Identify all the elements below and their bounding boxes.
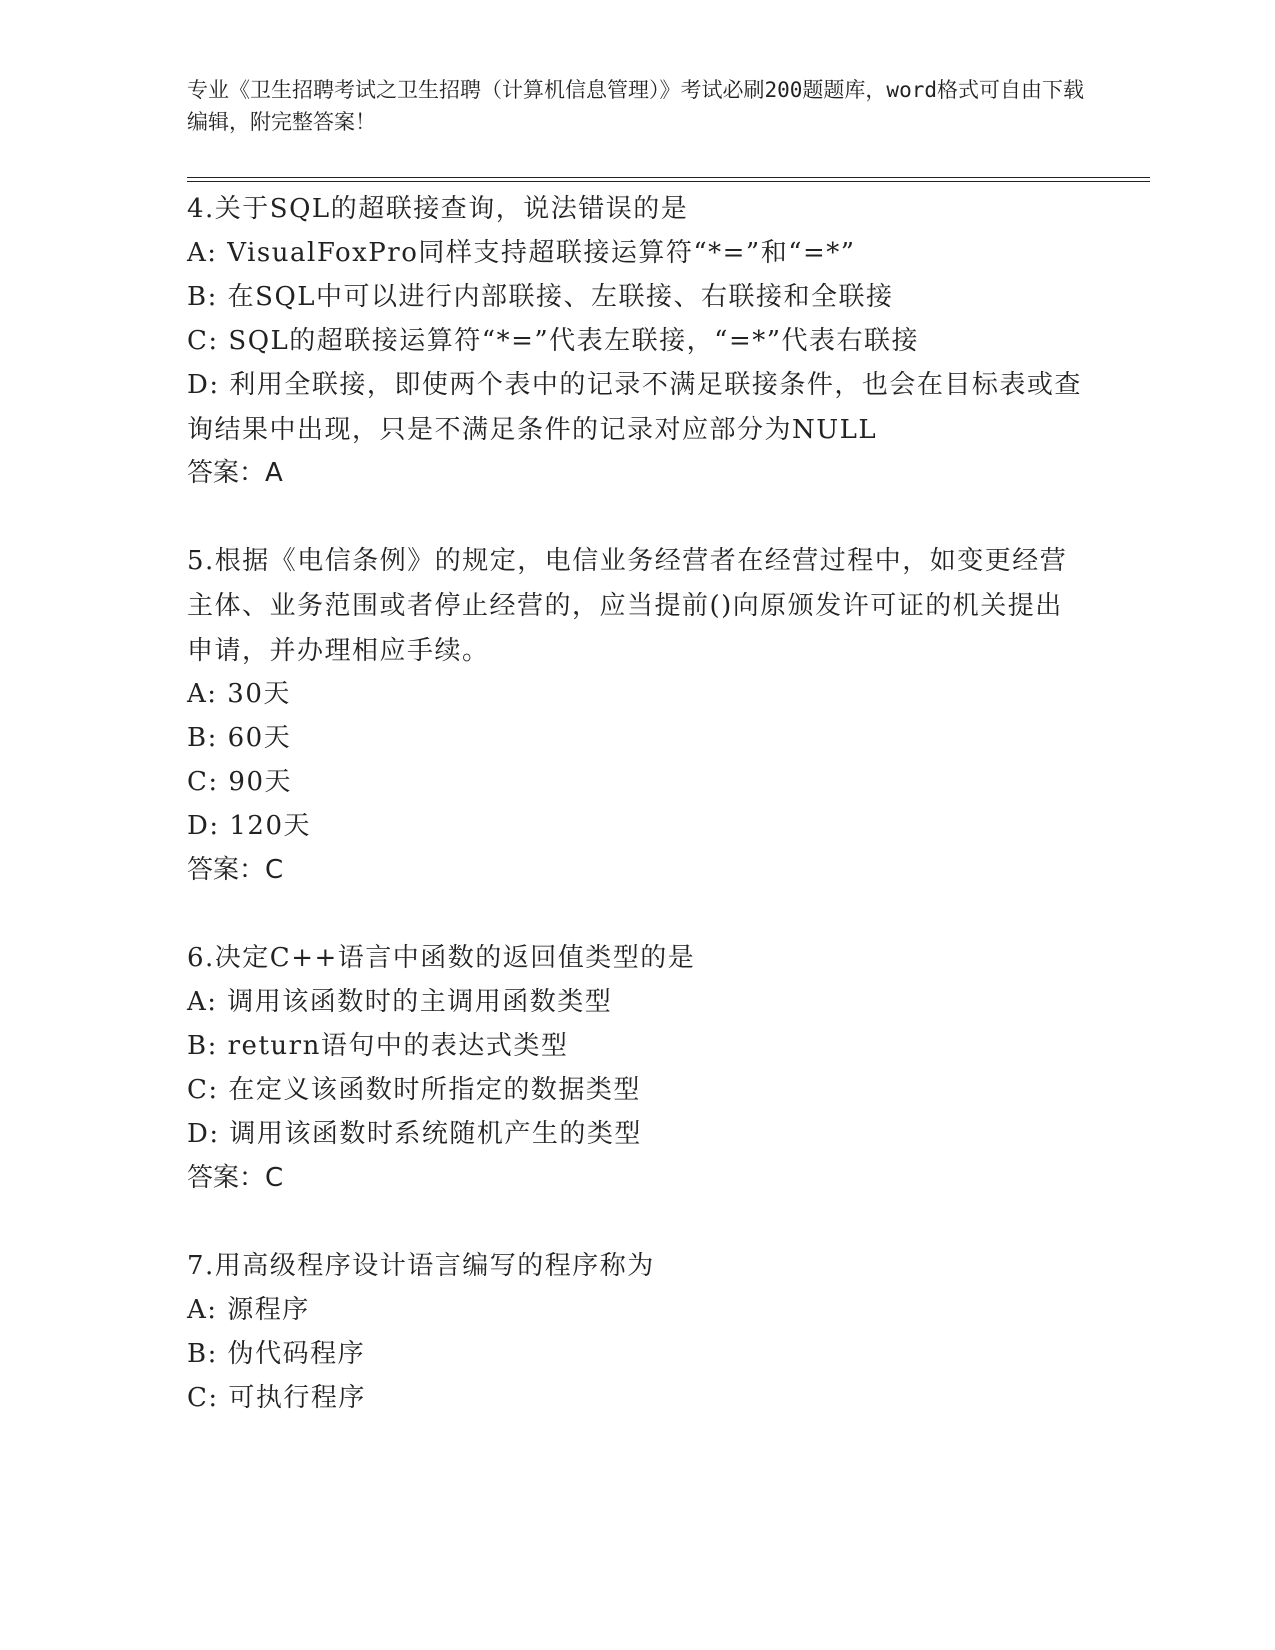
question-option: A: 30天 (187, 679, 291, 709)
question-option: C: 在定义该函数时所指定的数据类型 (187, 1075, 641, 1105)
answer-line: 答案：C (187, 1163, 284, 1193)
question-option: D: 120天 (187, 811, 311, 841)
question-option: A: 调用该函数时的主调用函数类型 (187, 987, 613, 1017)
question-option: A: 源程序 (187, 1295, 310, 1325)
question-option: D: 利用全联接，即使两个表中的记录不满足联接条件，也会在目标表或查询结果中出现，只是不满足条件的记录对应部分为NULL (187, 370, 1082, 445)
question-option: B: 伪代码程序 (187, 1339, 366, 1369)
question-stem: 5.根据《电信条例》的规定，电信业务经营者在经营过程中，如变更经营主体、业务范围或者停止经营的，应当提前()向原颁发许可证的机关提出申请，并办理相应手续。 (187, 546, 1068, 666)
question-stem: 6.决定C++语言中函数的返回值类型的是 (187, 943, 696, 973)
question-option: D: 调用该函数时系统随机产生的类型 (187, 1119, 642, 1149)
question-option: A: VisualFoxPro同样支持超联接运算符“*=”和“=*” (187, 238, 856, 268)
question-option: C: 90天 (187, 767, 293, 797)
question-stem: 4.关于SQL的超联接查询，说法错误的是 (187, 194, 689, 224)
question-option: B: return语句中的表达式类型 (187, 1031, 569, 1061)
page-header: 专业《卫生招聘考试之卫生招聘（计算机信息管理）》考试必刷200题题库，word格式可自由下载编辑，附完整答案！ (187, 78, 1084, 134)
question-option: B: 60天 (187, 723, 292, 753)
question-option: C: 可执行程序 (187, 1383, 366, 1413)
question-option: B: 在SQL中可以进行内部联接、左联接、右联接和全联接 (187, 282, 894, 312)
answer-line: 答案：C (187, 855, 284, 885)
answer-line: 答案：A (187, 458, 283, 488)
question-option: C: SQL的超联接运算符“*=”代表左联接，“=*”代表右联接 (187, 326, 920, 356)
header-divider (187, 181, 1150, 182)
question-stem: 7.用高级程序设计语言编写的程序称为 (187, 1251, 655, 1281)
header-divider (187, 177, 1150, 178)
